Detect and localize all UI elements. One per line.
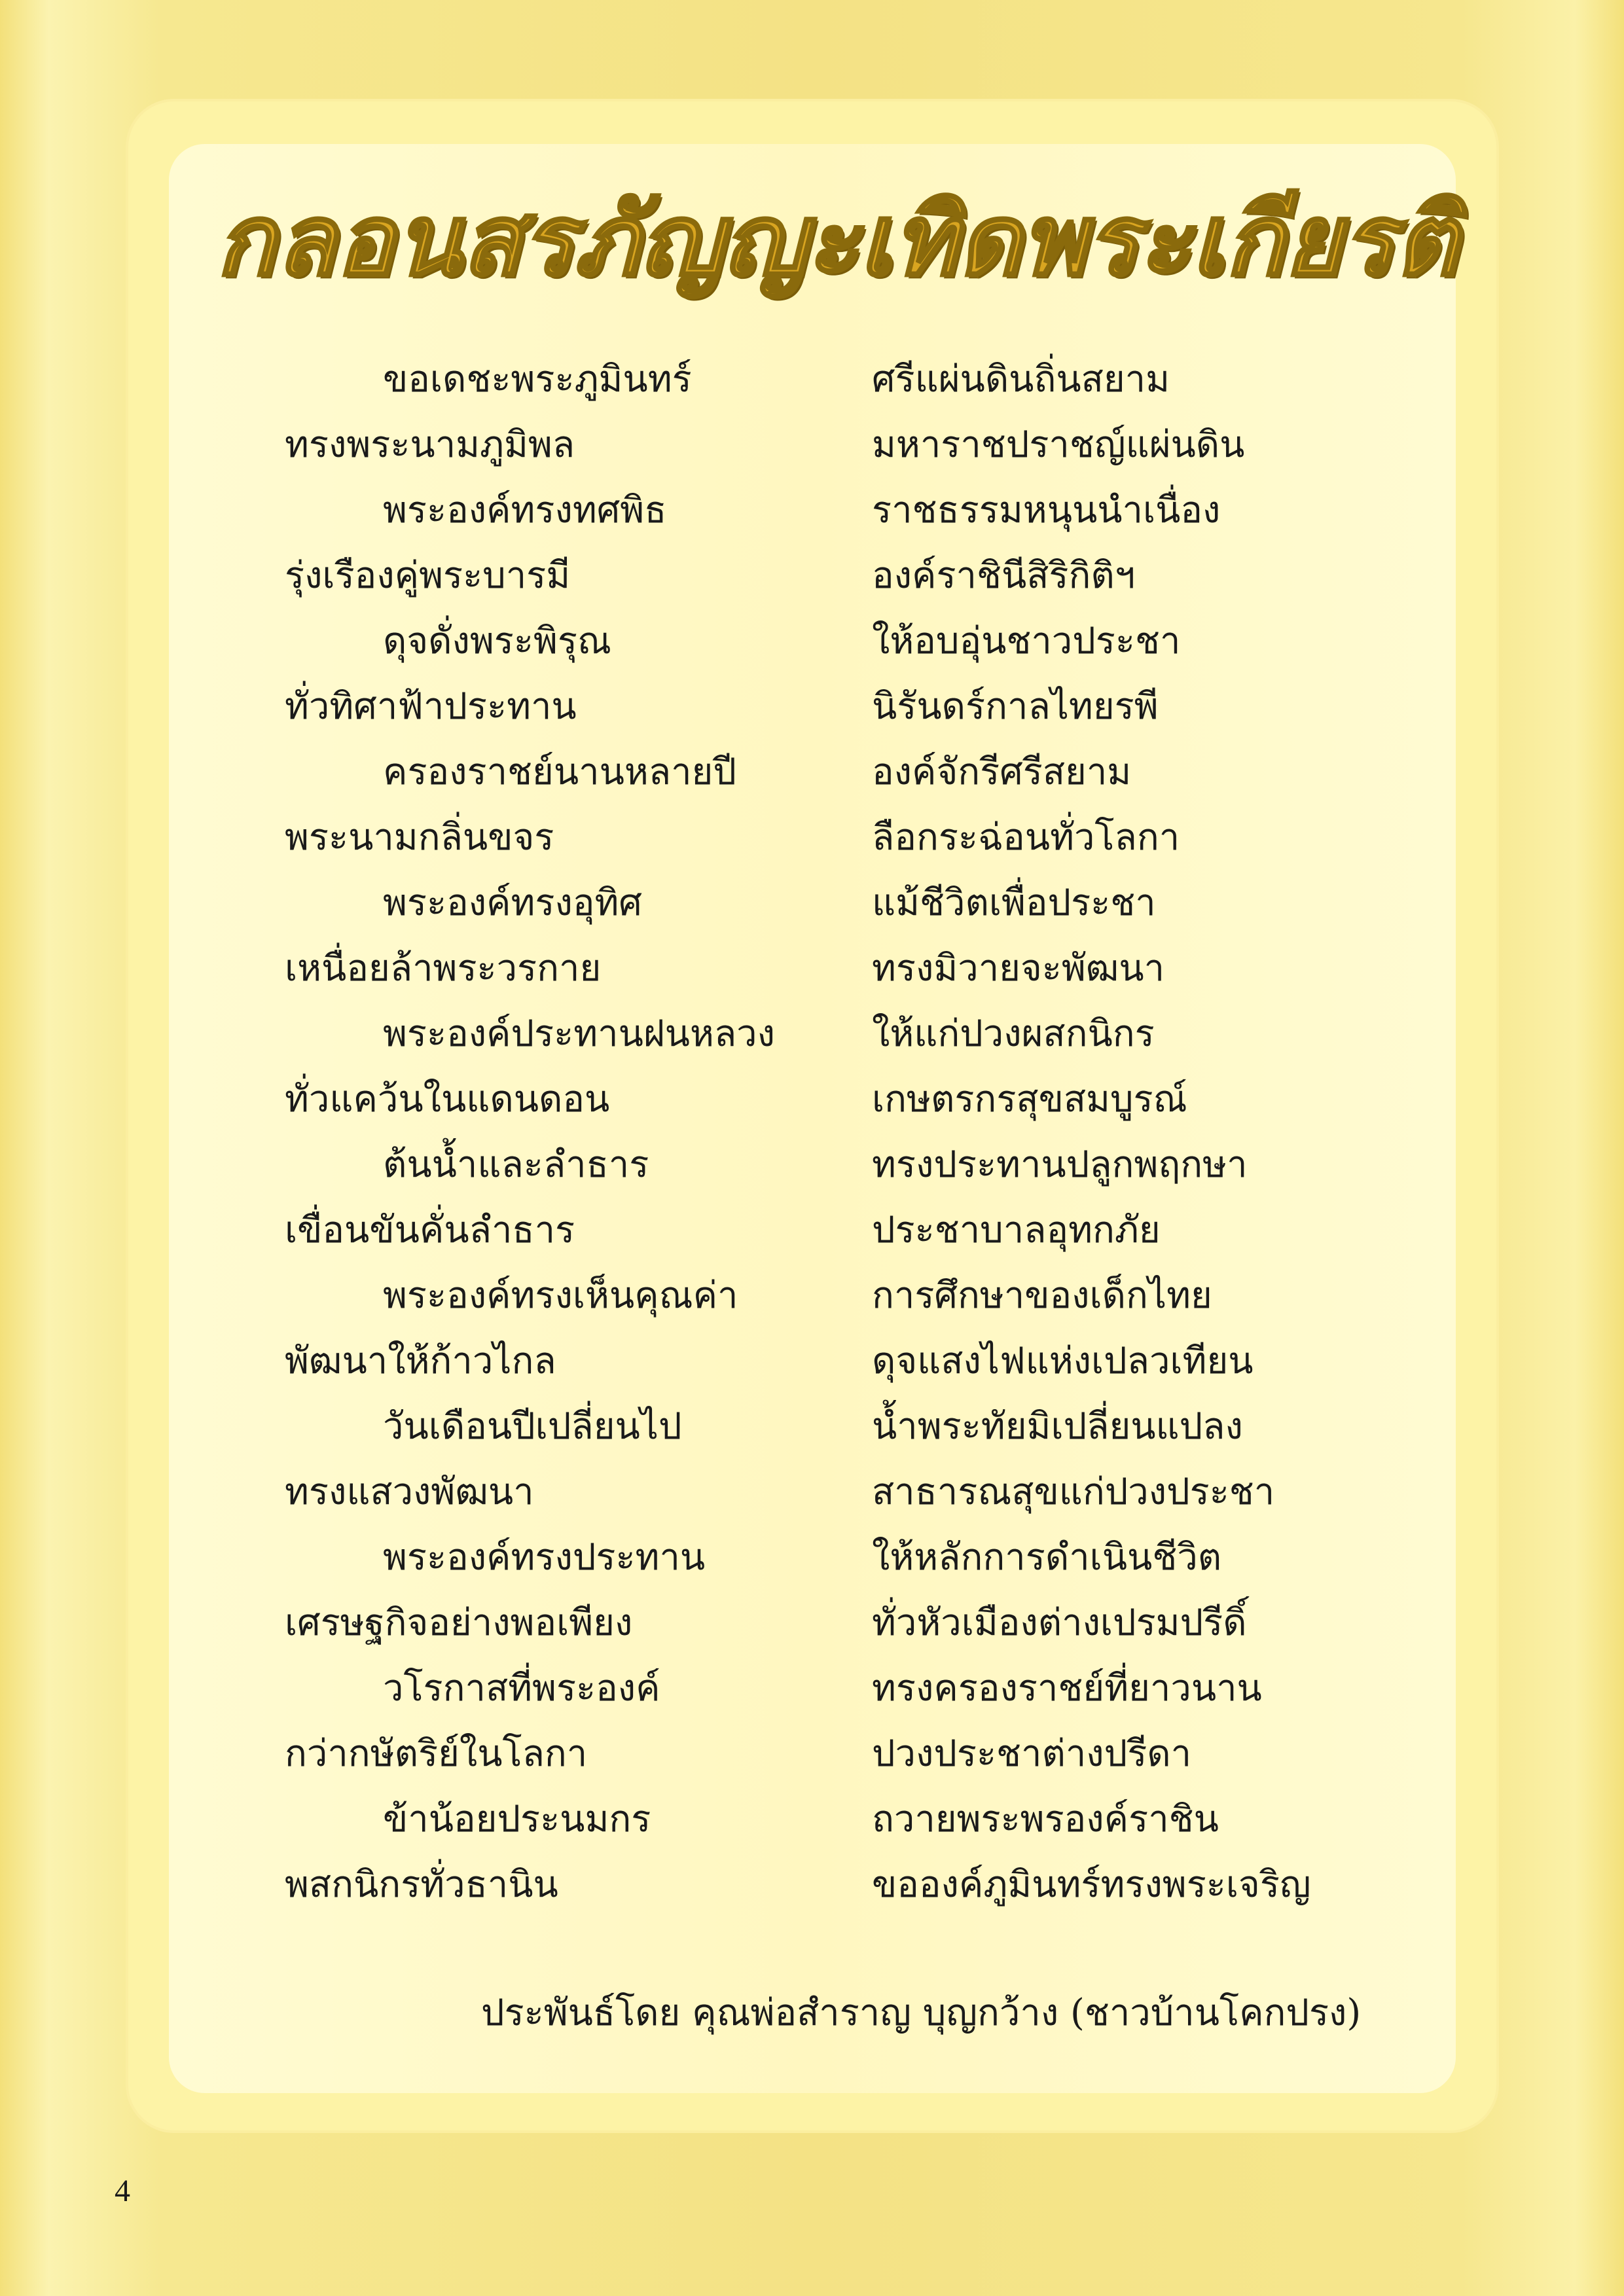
verse-row [0,1787,1624,1852]
verse-left: วโรกาสที่พระองค์ [383,1667,660,1710]
verse-left: เขื่อนขันคั่นลำธาร [285,1209,575,1251]
verse-left: ข้าน้อยประนมกร [383,1798,651,1840]
verse-row [0,1721,1624,1787]
verse-right: ให้หลักการดำเนินชีวิต [872,1536,1222,1579]
verse-left: ดุจดั่งพระพิรุณ [383,620,611,662]
verse-left: พสกนิกรทั่วธานิน [285,1863,558,1906]
verse-left: ขอเดชะพระภูมินทร์ [383,358,692,401]
verse-row [0,1263,1624,1329]
verse-right: ขอองค์ภูมินทร์ทรงพระเจริญ [872,1863,1311,1906]
verse-left: พระองค์ทรงประทาน [383,1536,706,1579]
verse-left: ครองราชย์นานหลายปี [383,751,736,793]
verse-row [0,412,1624,478]
verse-row [0,1132,1624,1198]
verse-row [0,1460,1624,1525]
verse-row [0,1198,1624,1263]
verse-right: ทรงครองราชย์ที่ยาวนาน [872,1667,1262,1710]
verse-left: เศรษฐกิจอย่างพอเพียง [285,1602,633,1644]
verse-left: เหนื่อยล้าพระวรกาย [285,947,602,990]
verse-row [0,870,1624,936]
verse-left: พระองค์ประทานฝนหลวง [383,1013,775,1055]
verse-right: ดุจแสงไฟแห่งเปลวเทียน [872,1340,1254,1382]
verse-left: ทรงแสวงพัฒนา [285,1471,534,1513]
verse-right: ทั่วหัวเมืองต่างเปรมปรีดิ์ [872,1602,1247,1644]
verse-row [0,936,1624,1001]
verse-right: ศรีแผ่นดินถิ่นสยาม [872,358,1170,401]
verse-row [0,543,1624,609]
poem-body [0,347,1624,1918]
verse-row [0,347,1624,412]
verse-right: มหาราชปราชญ์แผ่นดิน [872,423,1245,466]
verse-right: ประชาบาลอุทกภัย [872,1209,1161,1251]
verse-right: ถวายพระพรองค์ราชิน [872,1798,1219,1840]
verse-row [0,609,1624,674]
verse-left: ทรงพระนามภูมิพล [285,423,575,466]
verse-right: องค์ราชินีสิริกิติฯ [872,554,1136,597]
verse-right: นิรันดร์กาลไทยรพี [872,685,1159,728]
verse-right: ทรงมิวายจะพัฒนา [872,947,1165,990]
verse-row [0,805,1624,870]
verse-left: พระองค์ทรงเห็นคุณค่า [383,1274,738,1317]
verse-left: วันเดือนปีเปลี่ยนไป [383,1405,682,1448]
verse-row [0,1852,1624,1918]
verse-right: แม้ชีวิตเพื่อประชา [872,882,1156,924]
verse-row [0,674,1624,740]
verse-row [0,1590,1624,1656]
verse-right: ราชธรรมหนุนนำเนื่อง [872,489,1221,531]
verse-right: เกษตรกรสุขสมบูรณ์ [872,1078,1187,1121]
verse-left: พัฒนาให้ก้าวไกล [285,1340,556,1382]
verse-left: พระองค์ทรงอุทิศ [383,882,642,924]
verse-left: ทั่วทิศาฟ้าประทาน [285,685,577,728]
poem-title: กลอนสรภัญญะเทิดพระเกียรติ [216,183,1459,298]
verse-right: สาธารณสุขแก่ปวงประชา [872,1471,1275,1513]
verse-right: ลือกระฉ่อนทั่วโลกา [872,816,1180,859]
verse-row [0,1067,1624,1132]
verse-row [0,1001,1624,1067]
verse-left: กว่ากษัตริย์ในโลกา [285,1732,588,1775]
verse-left: พระนามกลิ่นขจร [285,816,554,859]
verse-right: น้ำพระทัยมิเปลี่ยนแปลง [872,1405,1243,1448]
verse-left: ทั่วแคว้นในแดนดอน [285,1078,610,1121]
verse-row [0,1656,1624,1721]
page-number: 4 [115,2174,130,2208]
verse-right: องค์จักรีศรีสยาม [872,751,1132,793]
verse-left: ต้นน้ำและลำธาร [383,1143,649,1186]
verse-row [0,1329,1624,1394]
verse-left: พระองค์ทรงทศพิธ [383,489,667,531]
verse-row [0,1525,1624,1590]
author-credit: ประพันธ์โดย คุณพ่อสำราญ บุญกว้าง (ชาวบ้านโคกปรง) [481,1992,1362,2034]
verse-left: รุ่งเรืองคู่พระบารมี [285,554,571,597]
verse-row [0,1394,1624,1460]
verse-right: ปวงประชาต่างปรีดา [872,1732,1192,1775]
verse-right: ให้อบอุ่นชาวประชา [872,620,1181,662]
verse-right: ทรงประทานปลูกพฤกษา [872,1143,1248,1186]
verse-right: การศึกษาของเด็กไทย [872,1274,1212,1317]
verse-row [0,740,1624,805]
verse-row [0,478,1624,543]
verse-right: ให้แก่ปวงผสกนิกร [872,1013,1155,1055]
